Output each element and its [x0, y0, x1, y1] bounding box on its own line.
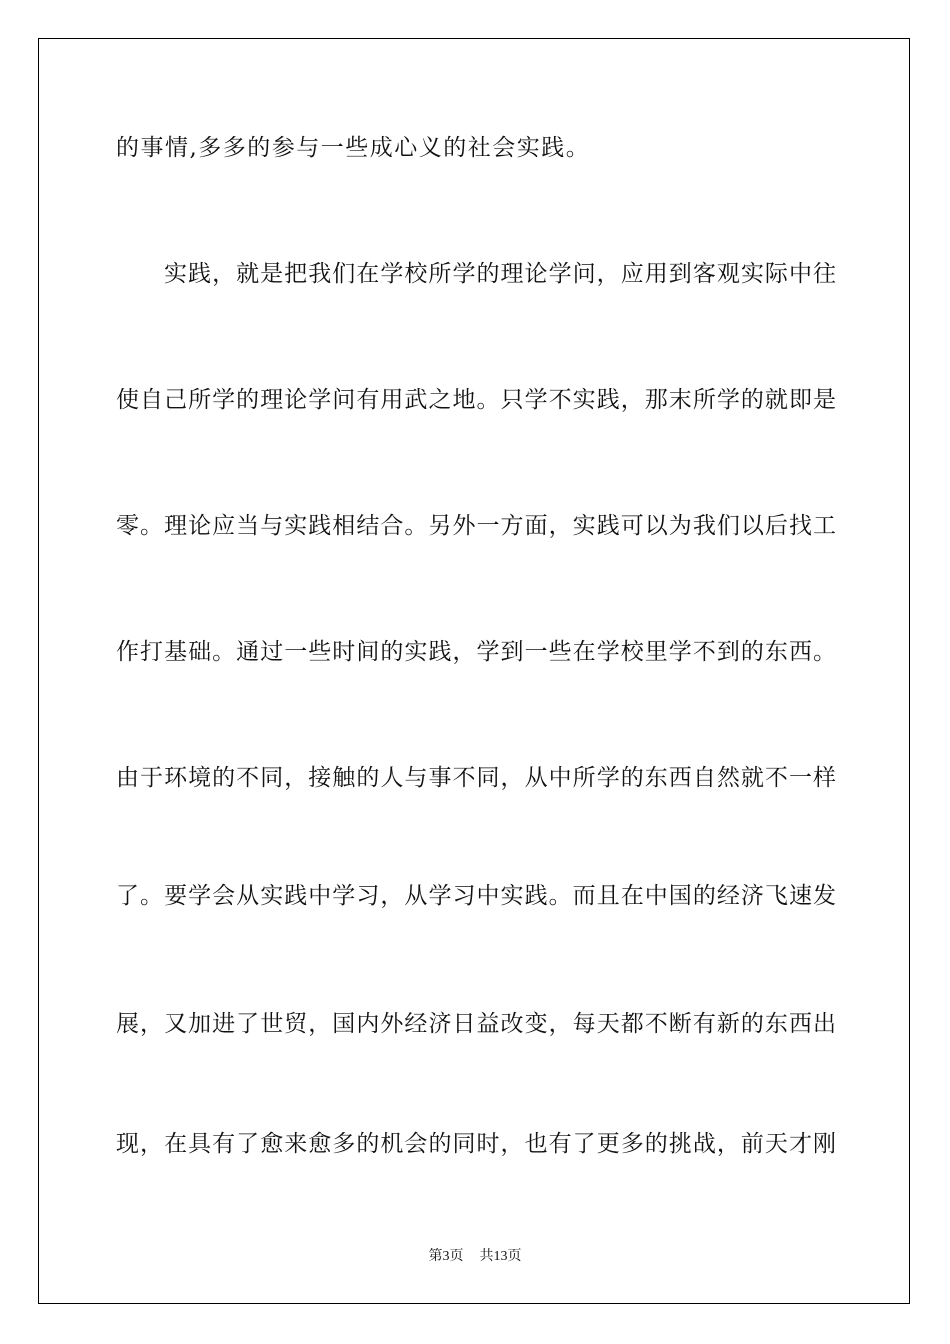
text-line-3: 使自己所学的理论学问有用武之地。只学不实践，那末所学的就即是 — [116, 387, 836, 413]
page-total: 共13页 — [479, 1249, 522, 1264]
text-line-5: 作打基础。通过一些时间的实践，学到一些在学校里学不到的东西。 — [116, 639, 836, 665]
text-line-9: 现，在具有了愈来愈多的机会的同时，也有了更多的挑战，前天才刚 — [116, 1131, 836, 1157]
page-number: 第3页 — [428, 1249, 464, 1264]
text-line-1: 的事情,多多的参与一些成心义的社会实践。 — [116, 135, 591, 161]
page-footer — [0, 1248, 950, 1266]
text-line-8: 展，又加进了世贸，国内外经济日益改变，每天都不断有新的东西出 — [116, 1011, 836, 1037]
text-line-7: 了。要学会从实践中学习，从学习中实践。而且在中国的经济飞速发 — [116, 883, 836, 909]
text-line-4: 零。理论应当与实践相结合。另外一方面，实践可以为我们以后找工 — [116, 513, 836, 539]
text-line-6: 由于环境的不同，接触的人与事不同，从中所学的东西自然就不一样 — [116, 765, 836, 791]
text-line-2: 实践，就是把我们在学校所学的理论学问，应用到客观实际中往 — [164, 261, 836, 287]
